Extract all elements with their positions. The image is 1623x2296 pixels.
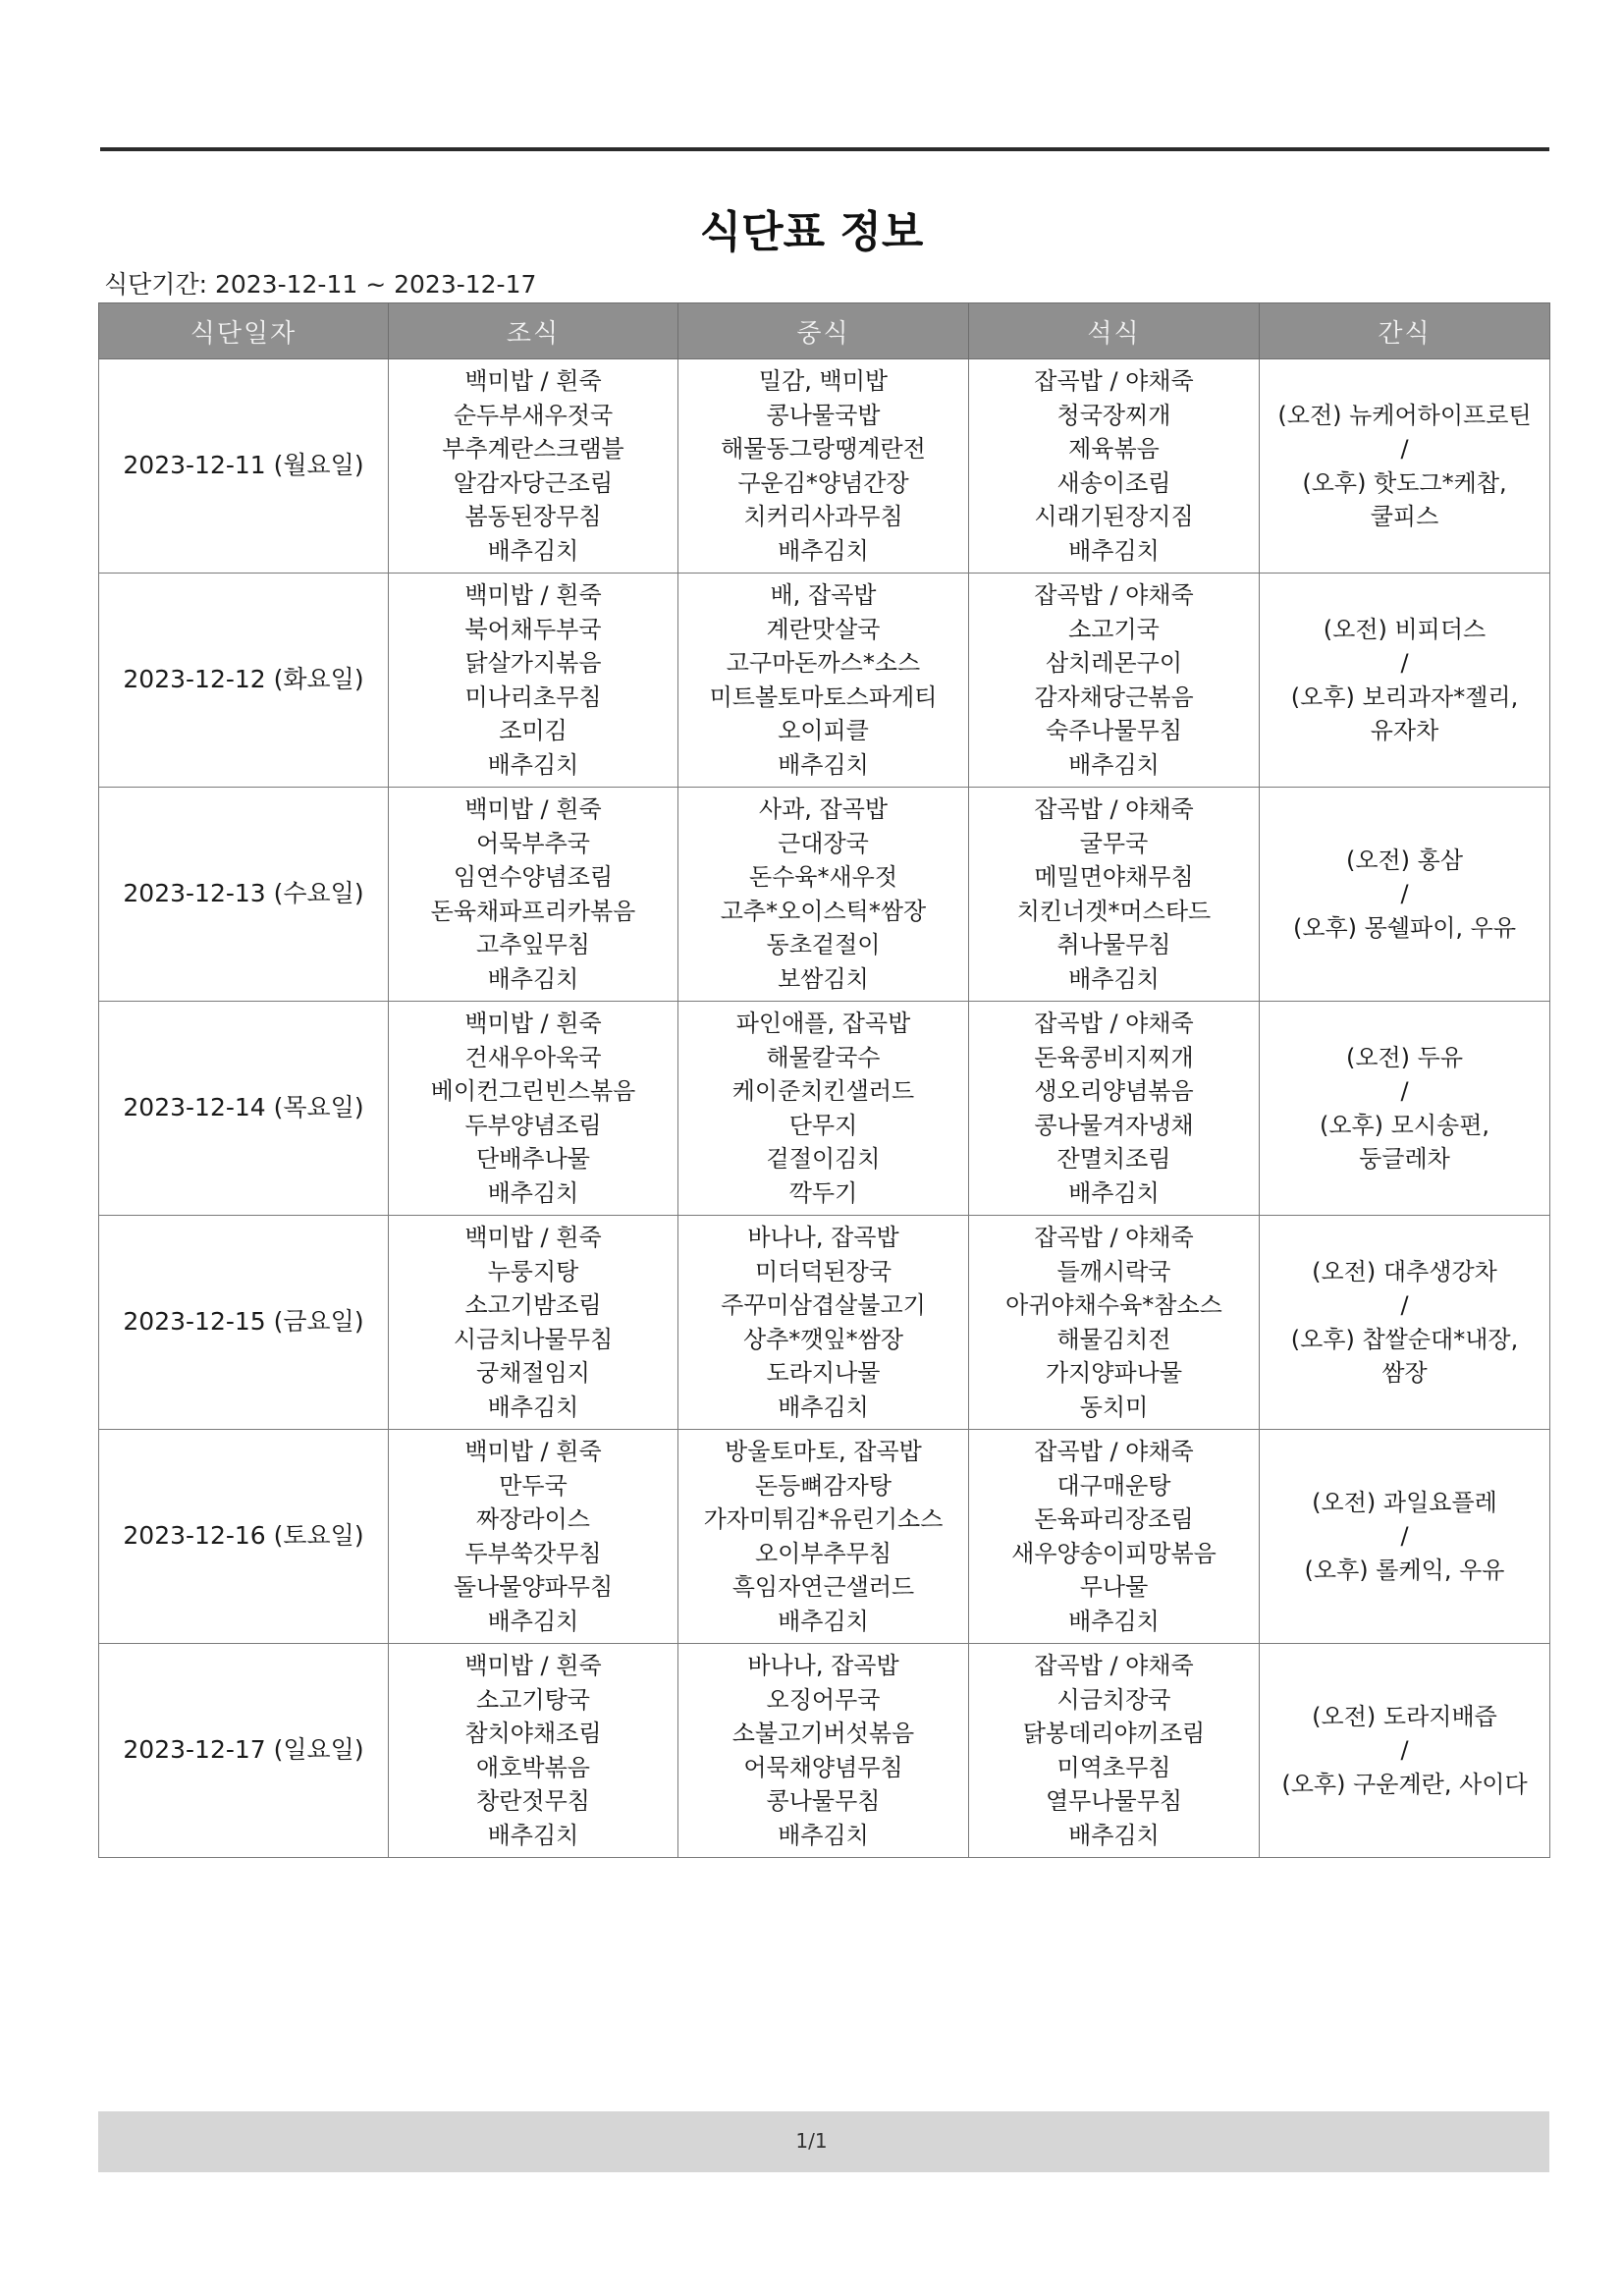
menu-item: 미역초무침	[1056, 1753, 1171, 1781]
menu-item: 고추잎무침	[476, 931, 590, 958]
menu-item: 시래기된장지짐	[1034, 503, 1194, 530]
menu-item: 참치야채조림	[464, 1720, 602, 1747]
menu-item: 돈등뼈감자탕	[754, 1471, 893, 1500]
snack-cell	[1260, 359, 1550, 574]
meal-table	[98, 302, 1550, 1858]
menu-item: 숙주나물무침	[1045, 717, 1183, 744]
lunch-cell	[678, 1430, 969, 1644]
menu-item: 창란젓무침	[476, 1787, 590, 1815]
dinner-cell	[969, 1002, 1260, 1216]
dinner-cell	[969, 574, 1260, 788]
table-row	[99, 1002, 1550, 1216]
menu-item: 어묵부추국	[476, 829, 590, 857]
menu-item: 백미밥 / 흰죽	[464, 581, 602, 609]
menu-item: 둥글레차	[1359, 1145, 1450, 1173]
dinner-cell	[969, 359, 1260, 574]
menu-item: 배추김치	[487, 1178, 579, 1207]
menu-item: 백미밥 / 흰죽	[464, 1652, 602, 1679]
table-row	[99, 788, 1550, 1002]
menu-item: 열무나물무침	[1045, 1787, 1183, 1815]
menu-item: (오후) 찹쌀순대*내장,	[1290, 1325, 1519, 1353]
lunch-cell	[678, 788, 969, 1002]
menu-item: 대구매운탕	[1056, 1471, 1171, 1500]
top-rule	[100, 147, 1549, 151]
menu-item: 배추김치	[487, 750, 579, 779]
menu-item: (오전) 두유	[1345, 1043, 1464, 1071]
meal-table-body	[99, 359, 1550, 1858]
menu-item: 배추김치	[487, 1821, 579, 1849]
menu-item: 두부양념조림	[464, 1111, 602, 1139]
menu-item: 만두국	[499, 1471, 568, 1500]
menu-item: 바나나, 잡곡밥	[747, 1224, 899, 1251]
menu-item: 잡곡밥 / 야채죽	[1034, 367, 1194, 395]
date-cell: 2023-12-16 (토요일)	[99, 1430, 389, 1644]
menu-item: 아귀야채수육*참소스	[1005, 1291, 1222, 1319]
table-row	[99, 574, 1550, 788]
menu-item: 새우양송이피망볶음	[1011, 1539, 1217, 1567]
menu-item: 콩나물무침	[766, 1787, 881, 1815]
dinner-cell	[969, 1644, 1260, 1858]
header-row	[99, 303, 1550, 359]
lunch-cell	[678, 574, 969, 788]
menu-item: 임연수양념조림	[453, 863, 614, 891]
menu-item: 동초겉절이	[766, 931, 881, 958]
menu-item: 들깨시락국	[1056, 1257, 1171, 1285]
menu-item: 배추김치	[1068, 750, 1160, 779]
date-cell: 2023-12-11 (월요일)	[99, 359, 389, 574]
menu-item: 돈육파리장조림	[1034, 1505, 1194, 1533]
snack-cell	[1260, 1216, 1550, 1430]
menu-item: 삼치레몬구이	[1045, 649, 1183, 677]
menu-item: 배추김치	[1068, 1607, 1160, 1635]
menu-item: 유자차	[1370, 717, 1439, 744]
menu-item: 배추김치	[487, 1607, 579, 1635]
menu-item: (오후) 핫도그*케찹,	[1302, 468, 1507, 497]
menu-item: 계란맛살국	[766, 615, 881, 643]
breakfast-cell	[389, 1644, 678, 1858]
menu-item: 주꾸미삼겹살불고기	[721, 1291, 926, 1319]
lunch-cell	[678, 1002, 969, 1216]
table-row	[99, 1430, 1550, 1644]
menu-item: 잡곡밥 / 야채죽	[1034, 795, 1194, 823]
menu-item: 메밀면야채무침	[1034, 863, 1194, 891]
menu-item: 건새우아욱국	[464, 1043, 602, 1071]
menu-item: 배추김치	[1068, 964, 1160, 993]
menu-item: 시금치나물무침	[453, 1325, 614, 1353]
snack-cell	[1260, 1644, 1550, 1858]
menu-item: 흑임자연근샐러드	[731, 1573, 915, 1601]
menu-item: 닭살가지볶음	[464, 649, 602, 677]
menu-item: 배, 잡곡밥	[770, 581, 877, 609]
menu-item: 시금치장국	[1056, 1685, 1171, 1714]
menu-item: 콩나물겨자냉채	[1034, 1111, 1194, 1139]
menu-item: 고구마돈까스*소스	[726, 649, 921, 677]
menu-item: 조미김	[499, 717, 568, 744]
menu-item: 상추*깻잎*쌈장	[742, 1325, 904, 1353]
menu-item: /	[1400, 1736, 1409, 1765]
table-row	[99, 1216, 1550, 1430]
menu-item: 청국장찌개	[1056, 401, 1171, 429]
menu-item: (오후) 모시송편,	[1319, 1111, 1490, 1139]
menu-item: 알감자당근조림	[453, 468, 614, 497]
menu-item: 방울토마토, 잡곡밥	[725, 1438, 922, 1465]
menu-item: /	[1400, 1077, 1409, 1105]
menu-item: (오전) 비피더스	[1323, 615, 1487, 643]
menu-item: 북어채두부국	[464, 615, 602, 643]
header-date: 식단일자	[99, 303, 389, 359]
menu-period: 식단기간: 2023-12-11 ~ 2023-12-17	[104, 270, 537, 299]
menu-item: /	[1400, 880, 1409, 908]
menu-item: 오징어무국	[766, 1685, 881, 1714]
menu-item: 오이피클	[778, 717, 869, 744]
menu-item: 배추김치	[778, 536, 869, 565]
menu-item: 고추*오이스틱*쌈장	[720, 897, 927, 925]
menu-item: 미나리초무침	[464, 683, 602, 711]
header-breakfast: 조식	[389, 303, 678, 359]
menu-item: 파인애플, 잡곡밥	[735, 1010, 911, 1037]
dinner-cell	[969, 1216, 1260, 1430]
dinner-cell	[969, 788, 1260, 1002]
lunch-cell	[678, 1644, 969, 1858]
date-cell: 2023-12-17 (일요일)	[99, 1644, 389, 1858]
menu-item: 소불고기버섯볶음	[731, 1720, 915, 1747]
header-lunch: 중식	[678, 303, 969, 359]
menu-item: 굴무국	[1079, 829, 1149, 857]
menu-item: 동치미	[1079, 1393, 1149, 1421]
menu-item: 베이컨그린빈스볶음	[430, 1077, 636, 1105]
menu-item: 백미밥 / 흰죽	[464, 367, 602, 395]
menu-item: 무나물	[1079, 1573, 1149, 1601]
date-cell: 2023-12-14 (목요일)	[99, 1002, 389, 1216]
menu-item: 배추김치	[487, 1393, 579, 1421]
menu-item: (오후) 구운계란, 사이다	[1281, 1770, 1528, 1798]
menu-item: 미트볼토마토스파게티	[709, 683, 938, 711]
menu-item: (오전) 홍삼	[1345, 846, 1464, 874]
menu-item: (오전) 대추생강차	[1312, 1257, 1497, 1285]
dinner-cell	[969, 1430, 1260, 1644]
menu-item: /	[1400, 1291, 1409, 1319]
menu-item: 잡곡밥 / 야채죽	[1034, 1438, 1194, 1465]
menu-item: 생오리양념볶음	[1034, 1077, 1194, 1105]
date-cell: 2023-12-13 (수요일)	[99, 788, 389, 1002]
menu-item: 단배추나물	[476, 1145, 590, 1173]
menu-item: 배추김치	[1068, 1821, 1160, 1849]
menu-item: 배추김치	[778, 1821, 869, 1849]
menu-item: 돈수육*새우젓	[748, 863, 898, 891]
menu-item: 겉절이김치	[766, 1145, 881, 1173]
menu-item: 배추김치	[778, 1607, 869, 1635]
menu-item: 해물동그랑땡계란전	[721, 435, 926, 463]
menu-item: 백미밥 / 흰죽	[464, 795, 602, 823]
breakfast-cell	[389, 1430, 678, 1644]
breakfast-cell	[389, 1002, 678, 1216]
page-number: 1/1	[795, 2129, 828, 2153]
breakfast-cell	[389, 359, 678, 574]
lunch-cell	[678, 1216, 969, 1430]
snack-cell	[1260, 788, 1550, 1002]
menu-item: 가지양파나물	[1045, 1359, 1183, 1387]
menu-item: 돌나물양파무침	[453, 1573, 614, 1601]
menu-item: 보쌈김치	[778, 964, 869, 993]
header-dinner: 석식	[969, 303, 1260, 359]
menu-item: 단무지	[788, 1111, 858, 1139]
menu-item: 해물김치전	[1056, 1325, 1171, 1353]
breakfast-cell	[389, 788, 678, 1002]
menu-item: 취나물무침	[1056, 931, 1171, 958]
lunch-cell	[678, 359, 969, 574]
menu-item: 두부쑥갓무침	[464, 1539, 602, 1567]
menu-item: 오이부추무침	[754, 1539, 893, 1567]
menu-item: 배추김치	[1068, 536, 1160, 565]
menu-item: 감자채당근볶음	[1034, 683, 1194, 711]
menu-item: 새송이조림	[1056, 468, 1171, 497]
menu-item: /	[1400, 1522, 1409, 1551]
menu-item: (오후) 보리과자*젤리,	[1290, 683, 1519, 711]
menu-item: 가자미튀김*유린기소스	[703, 1505, 944, 1533]
menu-item: (오전) 도라지배즙	[1312, 1702, 1497, 1730]
menu-item: 배추김치	[778, 1393, 869, 1421]
menu-item: 케이준치킨샐러드	[731, 1077, 915, 1105]
menu-item: 소고기국	[1068, 615, 1160, 643]
menu-item: 밀감, 백미밥	[758, 367, 889, 395]
menu-item: 백미밥 / 흰죽	[464, 1224, 602, 1251]
menu-item: (오후) 롤케익, 우유	[1304, 1556, 1505, 1584]
menu-item: 소고기밤조림	[464, 1291, 602, 1319]
menu-item: 근대장국	[778, 829, 869, 857]
date-cell: 2023-12-15 (금요일)	[99, 1216, 389, 1430]
menu-item: 순두부새우젓국	[453, 401, 614, 429]
menu-item: /	[1400, 649, 1409, 677]
menu-item: 백미밥 / 흰죽	[464, 1438, 602, 1465]
menu-item: 애호박볶음	[476, 1753, 590, 1781]
menu-item: 잡곡밥 / 야채죽	[1034, 1652, 1194, 1679]
menu-item: 치커리사과무침	[743, 503, 903, 530]
snack-cell	[1260, 1002, 1550, 1216]
breakfast-cell	[389, 1216, 678, 1430]
snack-cell	[1260, 574, 1550, 788]
menu-item: 잡곡밥 / 야채죽	[1034, 1010, 1194, 1037]
menu-item: (오후) 몽쉘파이, 우유	[1292, 913, 1517, 942]
menu-item: 미더덕된장국	[754, 1257, 893, 1285]
menu-item: 깍두기	[788, 1178, 858, 1207]
table-row	[99, 359, 1550, 574]
menu-item: 도라지나물	[766, 1359, 881, 1387]
menu-item: 배추김치	[487, 964, 579, 993]
menu-item: 백미밥 / 흰죽	[464, 1010, 602, 1037]
menu-item: (오전) 과일요플레	[1312, 1488, 1497, 1516]
menu-item: 쌈장	[1381, 1359, 1428, 1387]
menu-item: 소고기탕국	[476, 1685, 590, 1714]
menu-item: 해물칼국수	[766, 1043, 881, 1071]
menu-item: 제육볶음	[1068, 435, 1160, 463]
menu-item: 치킨너겟*머스타드	[1016, 897, 1212, 925]
page-title: 식단표 정보	[699, 207, 924, 257]
menu-item: 누룽지탕	[487, 1257, 579, 1285]
menu-item: 콩나물국밥	[766, 401, 881, 429]
menu-item: 사과, 잡곡밥	[758, 795, 889, 823]
menu-item: 배추김치	[487, 536, 579, 565]
breakfast-cell	[389, 574, 678, 788]
menu-item: 부추계란스크램블	[442, 435, 624, 463]
menu-item: 쿨피스	[1370, 503, 1439, 530]
menu-item: 잡곡밥 / 야채죽	[1034, 1224, 1194, 1251]
menu-item: 배추김치	[778, 750, 869, 779]
header-snack: 간식	[1260, 303, 1550, 359]
menu-item: 짜장라이스	[476, 1505, 590, 1533]
menu-item: 바나나, 잡곡밥	[747, 1652, 899, 1679]
menu-item: 닭봉데리야끼조림	[1022, 1720, 1206, 1747]
snack-cell	[1260, 1430, 1550, 1644]
menu-item: 어묵채양념무침	[743, 1753, 903, 1781]
menu-item: 돈육채파프리카볶음	[430, 897, 636, 925]
menu-item: 배추김치	[1068, 1178, 1160, 1207]
menu-item: 구운김*양념간장	[737, 468, 909, 497]
table-row	[99, 1644, 1550, 1858]
menu-item: 돈육콩비지찌개	[1034, 1043, 1194, 1071]
menu-item: 궁채절임지	[476, 1359, 590, 1387]
date-cell: 2023-12-12 (화요일)	[99, 574, 389, 788]
menu-item: 봄동된장무침	[464, 503, 602, 530]
menu-item: /	[1400, 435, 1409, 463]
menu-item: 잔멸치조림	[1056, 1145, 1171, 1173]
menu-item: 잡곡밥 / 야채죽	[1034, 581, 1194, 609]
menu-item: (오전) 뉴케어하이프로틴	[1277, 401, 1532, 429]
